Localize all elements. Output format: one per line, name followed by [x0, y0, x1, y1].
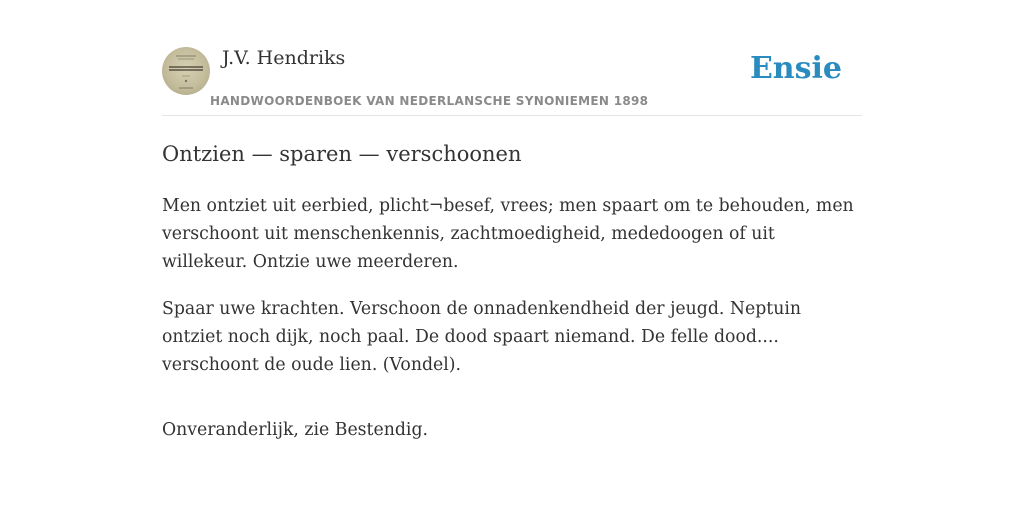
brand-logo[interactable]: Ensie	[749, 51, 842, 86]
entry-paragraph: Spaar uwe krachten. Verschoon de onnadenkendheid der jeugd. Neptuin ontziet noch dijk, noch paal. De dood spaart niemand. De felle dood.... verschoont de oude lien. (Vondel).	[162, 299, 802, 375]
cross-reference: Onveranderlijk, zie Bestendig.	[162, 420, 428, 440]
entry-card	[162, 0, 862, 440]
page-title: Ontzien — sparen — verschoonen	[162, 142, 522, 166]
entry-paragraph: Men ontziet uit eerbied, plicht¬besef, vrees; men spaart om te behouden, men verschoont uit menschenkennis, zachtmoedigheid, mededoogen of uit willekeur. Ontzie uwe meerderen.	[162, 196, 854, 272]
book-cover-icon[interactable]	[162, 47, 210, 95]
author-name[interactable]: J.V. Hendriks	[222, 47, 346, 69]
source-title[interactable]: HANDWOORDENBOEK VAN NEDERLANSCHE SYNONIEMEN 1898	[210, 94, 649, 108]
entry-header	[162, 0, 862, 116]
entry-body	[162, 192, 862, 463]
